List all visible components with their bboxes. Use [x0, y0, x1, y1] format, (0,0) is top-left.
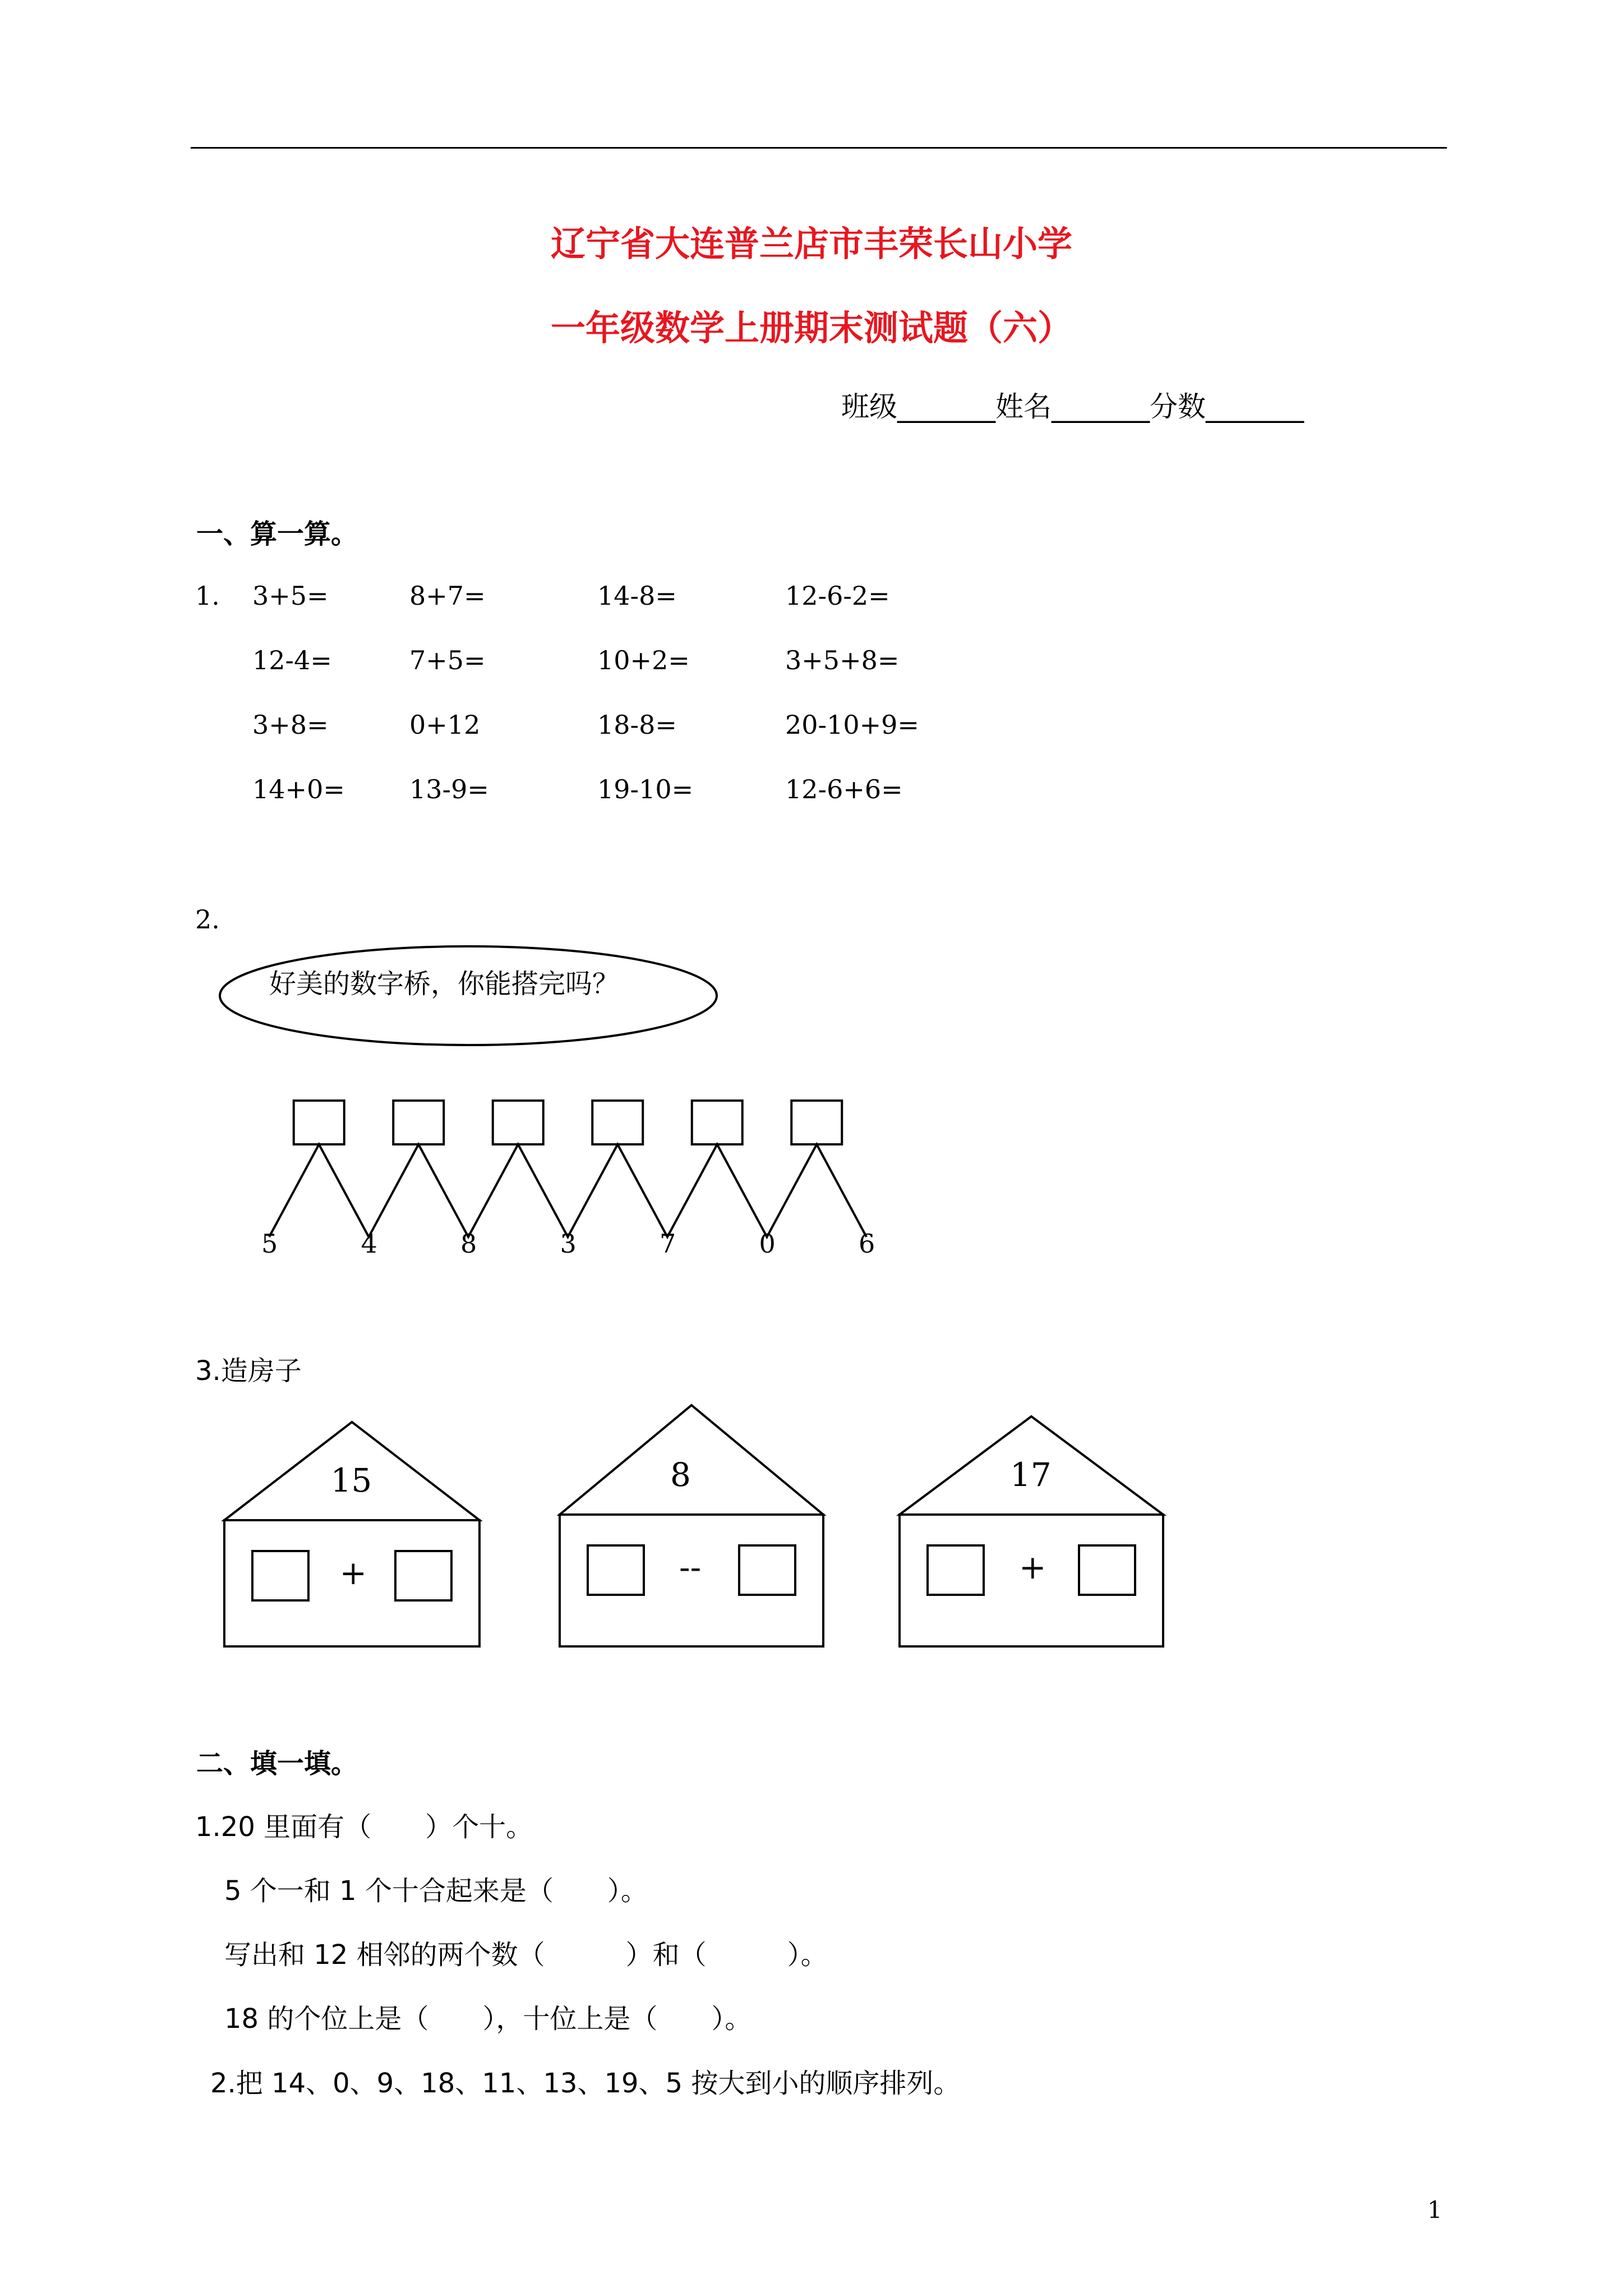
equation-r2-c4: 3+5+8= [785, 645, 900, 675]
house-roof [560, 1405, 823, 1515]
house-answer-box [395, 1551, 451, 1600]
equation-r3-c4: 20-10+9= [785, 710, 919, 740]
fill-line-2: 5 个一和 1 个十合起来是（ ）。 [224, 1875, 648, 1907]
bridge-number: 3 [560, 1228, 577, 1259]
bridge-zigzag [269, 1144, 866, 1237]
equation-r2-c1: 12-4= [252, 645, 332, 675]
fill-line-3: 写出和 12 相邻的两个数（ ）和（ ）。 [224, 1939, 828, 1971]
bridge-answer-box [692, 1101, 743, 1144]
bridge-answer-box [294, 1101, 344, 1144]
equation-r2-c2: 7+5= [409, 645, 486, 675]
q3-label: 3.造房子 [195, 1355, 302, 1387]
section-2-heading: 二、填一填。 [196, 1748, 358, 1779]
house-answer-box [928, 1545, 984, 1595]
equation-r4-c1: 14+0= [252, 774, 345, 804]
equation-r3-c3: 18-8= [597, 710, 677, 740]
house-answer-box [739, 1545, 795, 1595]
q2-number: 2. [195, 904, 220, 935]
bridge-answer-box [592, 1101, 643, 1144]
bridge-answer-box [493, 1101, 543, 1144]
equation-r3-c2: 0+12 [409, 710, 481, 740]
house-operator: -- [679, 1548, 702, 1586]
house-roof-number: 8 [670, 1456, 691, 1494]
equation-r1-c3: 14-8= [597, 581, 677, 611]
fill-line-4: 18 的个位上是（ ），十位上是（ ）。 [224, 2003, 752, 2035]
title-line-2: 一年级数学上册期末测试题（六） [550, 307, 1072, 348]
house-roof-number: 15 [330, 1461, 372, 1499]
q1-number: 1. [195, 581, 220, 611]
equation-r3-c1: 3+8= [252, 710, 329, 740]
house-answer-box [1079, 1545, 1135, 1595]
equation-r1-c1: 3+5= [252, 581, 329, 611]
section-1-heading: 一、算一算。 [196, 518, 358, 550]
house-answer-box [588, 1545, 644, 1595]
bridge-number: 4 [361, 1228, 377, 1259]
order-question: 2.把 14、0、9、18、11、13、19、5 按大到小的顺序排列。 [210, 2068, 961, 2099]
bridge-number: 7 [660, 1228, 676, 1259]
bridge-answer-box [393, 1101, 444, 1144]
house-operator: + [339, 1554, 367, 1592]
bridge-number: 0 [759, 1228, 776, 1259]
equation-r4-c4: 12-6+6= [785, 774, 903, 804]
houses-group [224, 1405, 1163, 1646]
bridge-answer-box [791, 1101, 842, 1144]
title-line-1: 辽宁省大连普兰店市丰荣长山小学 [550, 223, 1072, 264]
page-number: 1 [1427, 2196, 1442, 2224]
equation-r1-c4: 12-6-2= [785, 581, 890, 611]
fill-line-1: 1.20 里面有（ ）个十。 [195, 1811, 533, 1843]
house-operator: + [1019, 1548, 1046, 1586]
bridge-number: 5 [261, 1228, 278, 1259]
equation-r2-c3: 10+2= [597, 645, 690, 675]
number-bridge [269, 1101, 866, 1237]
bubble-text: 好美的数字桥，你能搭完吗？ [269, 968, 620, 1000]
student-info: 班级_______姓名_______分数_______ [841, 390, 1304, 423]
equation-r4-c3: 19-10= [597, 774, 694, 804]
house-answer-box [252, 1551, 308, 1600]
equation-r4-c2: 13-9= [409, 774, 489, 804]
bridge-number: 6 [859, 1228, 875, 1259]
bridge-number: 8 [460, 1228, 477, 1259]
house-roof-number: 17 [1010, 1456, 1052, 1494]
equation-r1-c2: 8+7= [409, 581, 486, 611]
